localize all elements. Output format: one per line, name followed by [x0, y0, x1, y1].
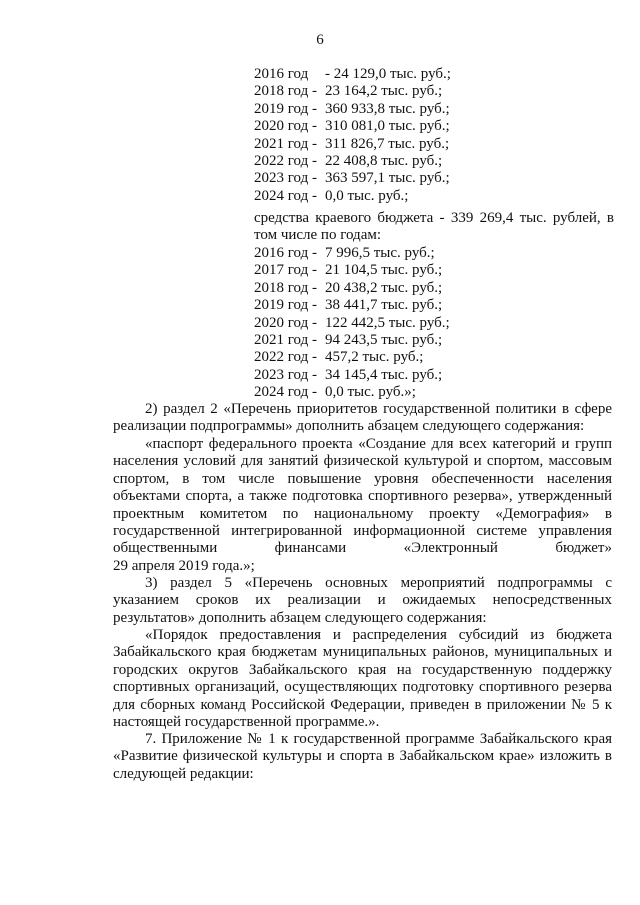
year-row: [254, 245, 450, 262]
year-amount: 360 933,8 тыс. руб.;: [325, 100, 450, 117]
year-label: 2022 год -: [254, 153, 317, 170]
quote-2-body: «паспорт федерального проекта «Создание для всех категорий и групп населения условий для занятий физической культурой и спортом, массовым спортом, в том числе повышение уровня обеспеченности населения объектами спорта, а также подготовка спортивного резерва», утвержденный проектным комитетом по национальному проекту «Демография» в государственной интегрированной информационной системе управления общественными финансами «Электронный бюджет»: [113, 436, 612, 557]
year-amount: 22 408,8 тыс. руб.;: [325, 153, 443, 170]
item-7-paragraph: 7. Приложение № 1 к государственной программе Забайкальского края «Развитие физической культуры и спорта в Забайкальском крае» изложить в следующей редакции:: [113, 731, 612, 782]
year-label: 2019 год -: [254, 100, 317, 117]
year-label: 2022 год -: [254, 349, 317, 366]
year-label: 2017 год -: [254, 262, 317, 279]
year-row: [254, 188, 451, 205]
year-label: 2016 год: [254, 66, 309, 82]
year-amount: 21 104,5 тыс. руб.;: [325, 262, 443, 279]
year-label: 2021 год -: [254, 332, 317, 349]
year-label: 2023 год -: [254, 170, 317, 187]
year-label: 2019 год -: [254, 297, 317, 314]
year-amount: 310 081,0 тыс. руб.;: [325, 118, 450, 135]
year-label: 2016 год -: [254, 245, 317, 261]
year-label: 2018 год -: [254, 279, 317, 296]
year-row: [254, 367, 450, 384]
year-row: [254, 170, 451, 187]
year-amount: 38 441,7 тыс. руб.;: [325, 297, 443, 314]
year-label: 2024 год -: [254, 384, 317, 401]
year-label: 2024 год -: [254, 187, 317, 204]
year-label: 2018 год -: [254, 83, 317, 100]
page-number: 6: [316, 32, 324, 48]
year-row: [254, 315, 450, 332]
quote-3-paragraph: «Порядок предоставления и распределения субсидий из бюджета Забайкальского края бюджетам муниципальных районов, муниципальных и городских округов Забайкальского края на государственную поддержку спортивных организаций, осуществляющих подготовку спортивного резерва для сборных команд Российской Федерации, приведен в приложении № 5 к настоящей государственной программе.».: [113, 627, 612, 731]
year-amount: - 24 129,0 тыс. руб.;: [325, 66, 451, 82]
year-label: 2023 год -: [254, 366, 317, 383]
year-row: [254, 136, 451, 153]
year-amount: 0,0 тыс. руб.»;: [325, 384, 416, 401]
year-amount: 0,0 тыс. руб.;: [325, 187, 409, 204]
year-label: 2020 год -: [254, 314, 317, 331]
regional-budget-intro: средства краевого бюджета - 339 269,4 тыс. рублей, в том числе по годам:: [254, 210, 614, 244]
year-amount: 94 243,5 тыс. руб.;: [325, 332, 443, 349]
federal-budget-years: [254, 66, 451, 205]
year-row: [254, 66, 451, 83]
year-row: [254, 83, 451, 100]
year-row: [254, 297, 450, 314]
year-row: [254, 101, 451, 118]
year-row: [254, 153, 451, 170]
year-row: [254, 349, 450, 366]
year-row: [254, 118, 451, 135]
year-row: [254, 280, 450, 297]
quote-2-end: 29 апреля 2019 года.»;: [113, 557, 255, 574]
year-amount: 34 145,4 тыс. руб.;: [325, 366, 443, 383]
year-amount: 363 597,1 тыс. руб.;: [325, 170, 450, 187]
year-row: [254, 384, 450, 401]
year-amount: 7 996,5 тыс. руб.;: [325, 245, 435, 261]
year-amount: 122 442,5 тыс. руб.;: [325, 314, 450, 331]
quote-2-paragraph: [113, 436, 612, 575]
year-row: [254, 262, 450, 279]
year-amount: 23 164,2 тыс. руб.;: [325, 83, 443, 100]
year-amount: 20 438,2 тыс. руб.;: [325, 279, 443, 296]
year-amount: 311 826,7 тыс. руб.;: [325, 135, 450, 152]
regional-budget-years: [254, 245, 450, 402]
year-row: [254, 332, 450, 349]
item-3-paragraph: 3) раздел 5 «Перечень основных мероприятий подпрограммы с указанием сроков их реализации и ожидаемых непосредственных результатов» дополнить абзацем следующего содержания:: [113, 575, 612, 626]
year-amount: 457,2 тыс. руб.;: [325, 349, 424, 366]
year-label: 2021 год -: [254, 135, 317, 152]
year-label: 2020 год -: [254, 118, 317, 135]
item-2-paragraph: 2) раздел 2 «Перечень приоритетов государственной политики в сфере реализации подпрограммы» дополнить абзацем следующего содержания:: [113, 401, 612, 435]
